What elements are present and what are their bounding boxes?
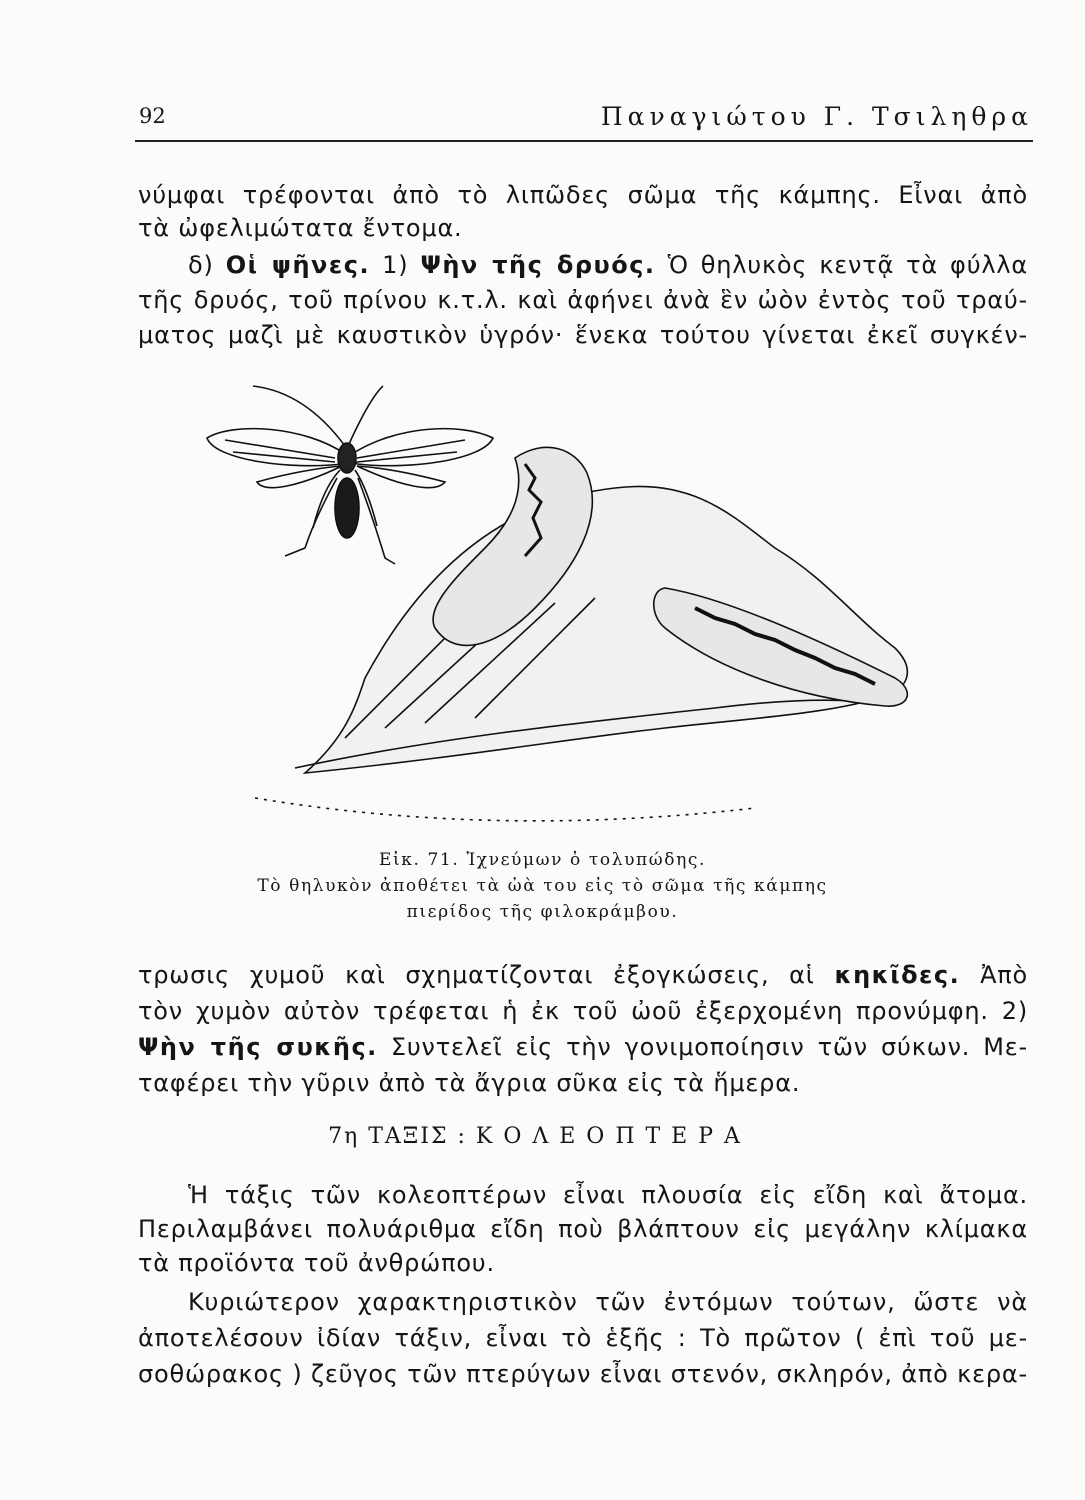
paragraph-line: τῆς δρυός, τοῦ πρίνου κ.τ.λ. καὶ ἀφήνει ἀνὰ ἓν ὠὸν ἐντὸς τοῦ τραύ- bbox=[138, 286, 1028, 314]
bold-term-galls: κηκῖδες. bbox=[834, 961, 961, 989]
paragraph-line: τὰ προϊόντα τοῦ ἀνθρώπου. bbox=[138, 1249, 495, 1277]
chapter-title: 7η ΤΑΞΙΣ : Κ Ο Λ Ε Ο Π Τ Ε Ρ Α bbox=[328, 1124, 742, 1149]
paragraph-line bbox=[138, 960, 1028, 990]
page-number: 92 bbox=[139, 104, 166, 128]
header-author: Παναγιώτου Γ. Τσιληθρα bbox=[600, 102, 1033, 131]
item-title-fig-wasp: Ψὴν τῆς συκῆς. bbox=[138, 1033, 378, 1061]
paragraph-line: σοθώρακος ) ζεῦγος τῶν πτερύγων εἶναι στενόν, σκληρόν, ἀπὸ κερα- bbox=[138, 1360, 1028, 1388]
paragraph-line: τὰ ὠφελιμώτατα ἔντομα. bbox=[138, 214, 463, 242]
figure-caption-title: Εἰκ. 71. Ἰχνεύμων ὁ τολυπώδης. bbox=[379, 850, 706, 870]
middle-line-end: Ἀπὸ bbox=[980, 961, 1029, 989]
item-number: 1) bbox=[382, 251, 409, 279]
ichneumon-illustration bbox=[195, 378, 935, 848]
section-d-text: Ὁ θηλυκὸς κεντᾷ τὰ φύλλα bbox=[667, 251, 1029, 279]
middle-line-text: τρωσις χυμοῦ καὶ σχηματίζονται ἐξογκώσεις, αἱ bbox=[138, 961, 815, 989]
paragraph-line: ἀποτελέσουν ἰδίαν τάξιν, εἶναι τὸ ἑξῆς : Τὸ πρῶτον ( ἐπὶ τοῦ με- bbox=[138, 1324, 1028, 1352]
paragraph-line: τὸν χυμὸν αὐτὸν τρέφεται ἡ ἐκ τοῦ ὠοῦ ἐξερχομένη προνύμφη. 2) bbox=[138, 997, 1028, 1025]
middle-line-text: Συντελεῖ εἰς τὴν γονιμοποίησιν τῶν σύκων. Με- bbox=[390, 1033, 1029, 1061]
paragraph-line bbox=[138, 1032, 1028, 1062]
section-d-heading-line bbox=[188, 250, 1028, 280]
paragraph-line: Περιλαμβάνει πολυάριθμα εἴδη ποὺ βλάπτουν εἰς μεγάλην κλίμακα bbox=[138, 1215, 1028, 1243]
paragraph-line: νύμφαι τρέφονται ἀπὸ τὸ λιπῶδες σῶμα τῆς κάμπης. Εἶναι ἀπὸ bbox=[138, 181, 1028, 209]
paragraph-line: ματος μαζὶ μὲ καυστικὸν ὑγρόν· ἕνεκα τούτου γίνεται ἐκεῖ συγκέν- bbox=[138, 321, 1028, 349]
paragraph-line: Κυριώτερον χαρακτηριστικὸν τῶν ἐντόμων τούτων, ὥστε νὰ bbox=[188, 1288, 1028, 1316]
ichneumon-wasp-drawing bbox=[207, 386, 493, 564]
item-title-oak-wasp: Ψὴν τῆς δρυός. bbox=[420, 251, 656, 279]
section-d-heading: Οἱ ψῆνες. bbox=[225, 251, 371, 279]
figure-caption-line: Τὸ θηλυκὸν ἀποθέτει τὰ ὠὰ του εἰς τὸ σῶμα τῆς κάμπης bbox=[257, 876, 828, 896]
figure-caption-line: πιερίδος τῆς φιλοκράμβου. bbox=[406, 902, 679, 922]
section-d-prefix: δ) bbox=[188, 251, 214, 279]
paragraph-line: ταφέρει τὴν γῦριν ἀπὸ τὰ ἄγρια σῦκα εἰς τὰ ἥμερα. bbox=[138, 1069, 801, 1097]
paragraph-line: Ἡ τάξις τῶν κολεοπτέρων εἶναι πλουσία εἰς εἴδη καὶ ἄτομα. bbox=[188, 1181, 1028, 1209]
running-head bbox=[135, 100, 1033, 142]
